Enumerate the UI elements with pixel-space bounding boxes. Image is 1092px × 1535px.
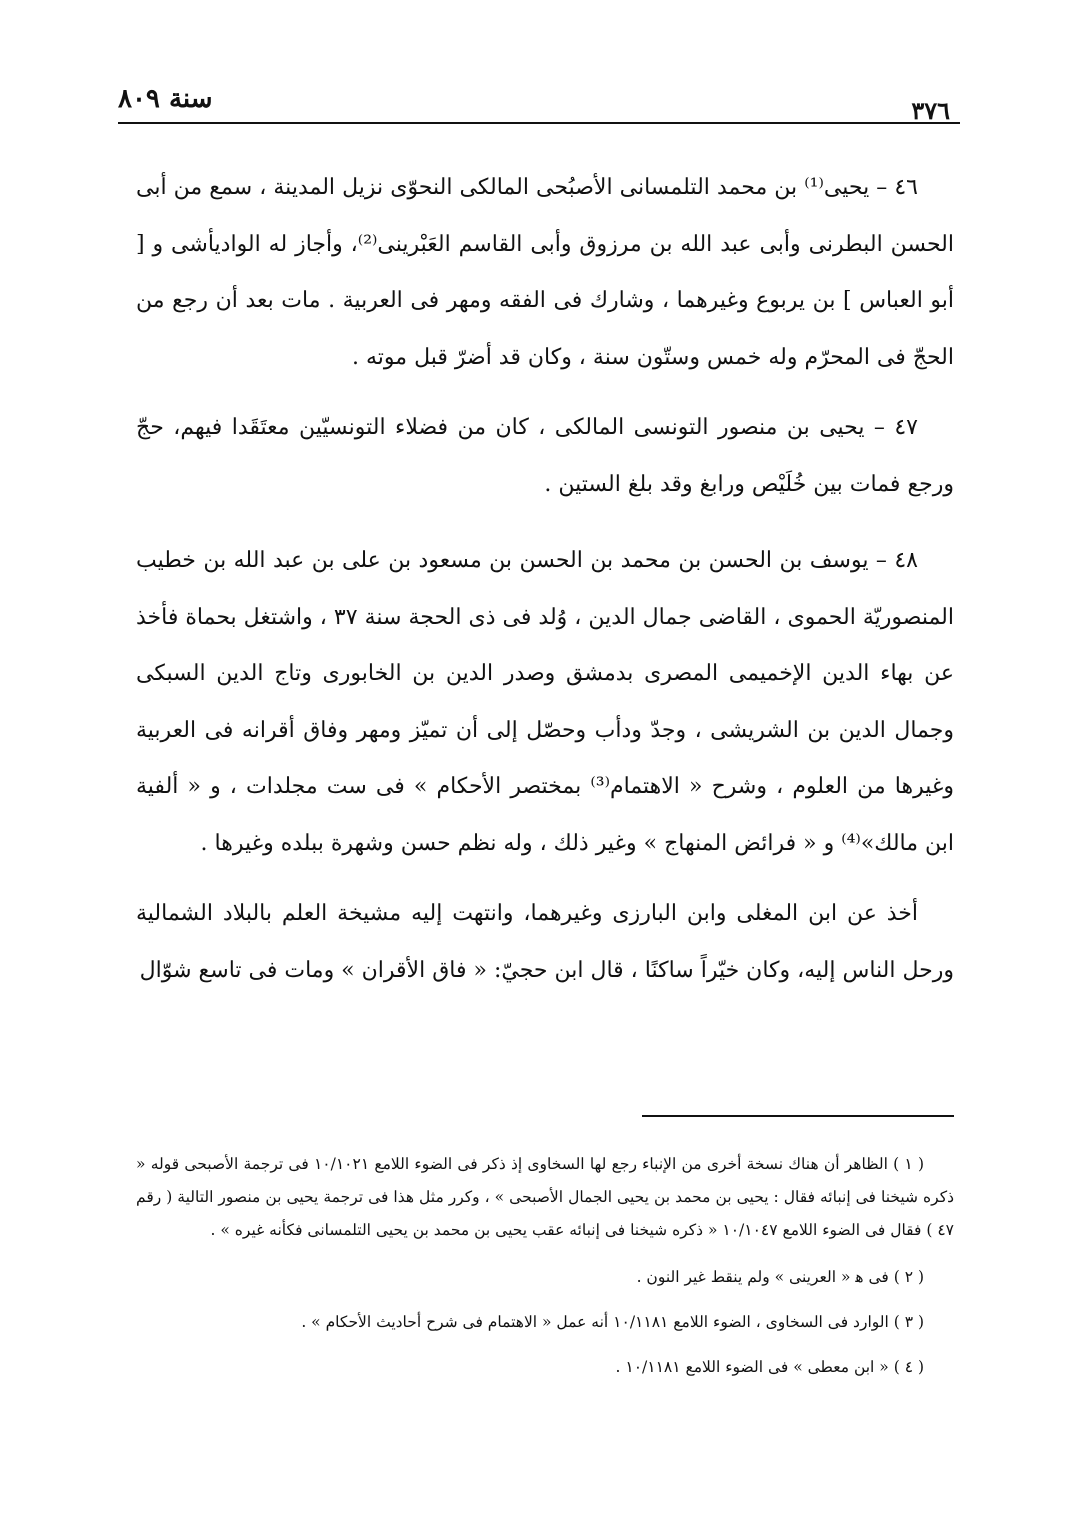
header-divider	[118, 122, 960, 124]
footnote-2: ( ٢ ) فى ﻫ « العرينى » ولم ينقط غير النون .	[636, 1268, 924, 1286]
running-header	[118, 80, 958, 125]
entry-47: ٤٧ – يحيى بن منصور التونسى المالكى ، كان من فضلاء التونسيّين معتَقَدا فيهم، حجّ ورجع فمات بين خُلَيْص ورابغ وقد بلغ الستين .	[136, 415, 954, 497]
footnotes	[136, 1148, 954, 1396]
footnote-divider	[642, 1115, 954, 1117]
main-text	[136, 160, 954, 999]
year-label: سنة ٨٠٩	[118, 84, 213, 114]
footnote-4: ( ٤ ) « ابن معطى » فى الضوء اللامع ١٠/١١٨١ .	[615, 1358, 924, 1376]
entry-48-continuation: أخذ عن ابن المغلى وابن البارزى وغيرهما، وانتهت إليه مشيخة العلم بالبلاد الشمالية ورحل الناس إليه، وكان خيّراً ساكنًا ، قال ابن حجيّ: « فاق الأقران » ومات فى تاسع شوّال	[136, 901, 954, 983]
page-number: ٣٧٦	[911, 96, 950, 125]
entry-48: ٤٨ – يوسف بن الحسن بن محمد بن الحسن بن مسعود بن على بن عبد الله بن خطيب المنصوريّة الحموى ، القاضى جمال الدين ، وُلد فى ذى الحجة سنة ٣٧ ، واشتغل بحماة فأخذ عن بهاء الدين الإخميمى المصرى بدمشق وصدر الدين بن الخابورى وتاج الدين السبكى وجمال الدين بن الشريشى ، وجدّ ودأب وحصّل إلى أن تميّز ومهر وفاق أقرانه فى العربية وغيرها من العلوم ، وشرح « الاهتمام⁽³⁾ بمختصر الأحكام » فى ست مجلدات ، و « ألفية ابن مالك»⁽⁴⁾ و « فرائض المنهاج » وغير ذلك ، وله نظم حسن وشهرة ببلده وغيرها .	[136, 548, 954, 856]
footnote-1: ( ١ ) الظاهر أن هناك نسخة أخرى من الإنباء رجع لها السخاوى إذ ذكر فى الضوء اللامع ١٠/١٠٢١ فى ترجمة الأصبحى قوله « ذكره شيخنا فى إنبائه فقال : يحيى بن محمد بن يحيى الجمال الأصبحى » ، وكرر مثل هذا فى ترجمة يحيى بن منصور التالية ( رقم ٤٧ ) فقال فى الضوء اللامع ١٠/١٠٤٧ « ذكره شيخنا فى إنبائه عقب يحيى بن محمد بن يحيى التلمسانى فكأنه غيره » .	[136, 1155, 954, 1239]
entry-46: ٤٦ – يحيى⁽¹⁾ بن محمد التلمسانى الأصبُحى المالكى النحوّى نزيل المدينة ، سمع من أبى الحسن البطرنى وأبى عبد الله بن مرزوق وأبى القاسم العَبْرينى⁽²⁾، وأجاز له الواديأشى و [ أبو العباس ] بن يربوع وغيرهما ، وشارك فى الفقه ومهر فى العربية . مات بعد أن رجع من الحجّ فى المحرّم وله خمس وستّون سنة ، وكان قد أضرّ قبل موته .	[136, 175, 954, 370]
footnote-3: ( ٣ ) الوارد فى السخاوى ، الضوء اللامع ١٠/١١٨١ أنه عمل « الاهتمام فى شرح أحاديث الأحكام » .	[301, 1313, 924, 1331]
